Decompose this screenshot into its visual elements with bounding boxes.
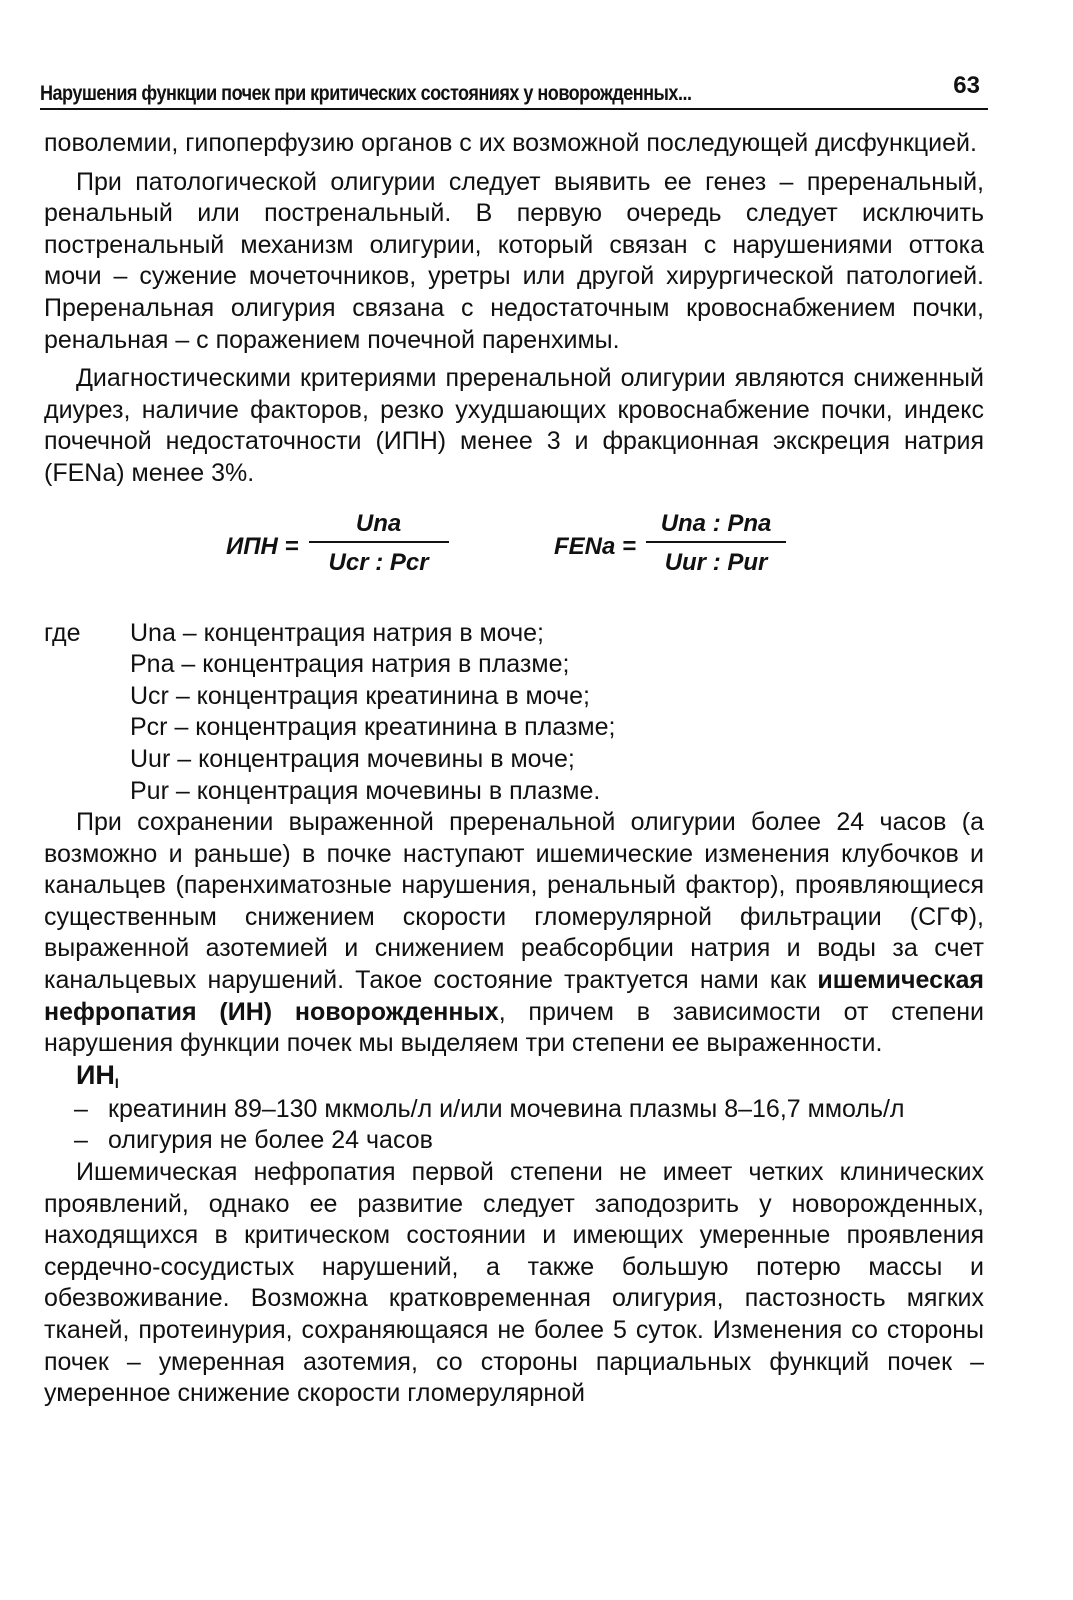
bold-term: ишемическая нефропатия (ИН) новорожденных [44,966,984,1026]
criteria-item [44,1094,984,1126]
criteria-text: креатинин 89–130 мкмоль/л и/или мочевина плазмы 8–16,7 ммоль/л [108,1094,905,1123]
definition-item: Ucr – концентрация креатинина в моче; [130,681,590,710]
fraction-fena-denominator: Uur : Pur [664,549,768,577]
formula-block [44,490,984,618]
formula-fena-label: FENa = [554,533,637,561]
fraction-fena [646,508,786,579]
page-body [44,128,984,1410]
severity-heading [44,1060,984,1094]
dash-bullet: – [74,1094,88,1123]
paragraph-continuation: поволемии, гипоперфузию органов с их возможной последующей дисфункцией. [44,129,977,157]
fraction-fena-numerator: Una : Pna [646,508,786,544]
dash-bullet: – [74,1126,88,1155]
definitions-lead: где [44,618,81,647]
definition-item: Una – концентрация натрия в моче; [130,618,544,647]
fraction-ipn-numerator: Una [309,508,449,544]
paragraph-first-degree: Ишемическая нефропатия первой степени не имеет четких клинических проявлений, однако ее развитие следует заподозрить у новорожденных, находящихся в критическом состоянии и имеющих умеренные проявления сердечно-сосудистых нарушений, а также большую потерю массы и обезвоживание. Возможна кратковременная олигурия, пастозность мягких тканей, протеинурия, сохраняющаяся не более 5 суток. Изменения со стороны почек – умеренная азотемия, со стороны парциальных функций почек – умеренное снижение скорости гломерулярной [44,1158,984,1408]
definition-item: Uur – концентрация мочевины в моче; [130,744,575,773]
definition-row [44,649,984,681]
definition-row [44,618,984,650]
definition-item: Pur – концентрация мочевины в плазме. [130,776,601,805]
paragraph-ischemic-nephropathy [44,807,984,1060]
definition-row [44,681,984,713]
chapter-title: Нарушения функции почек при критических состояниях у новорожденных... [40,82,692,105]
criteria-text: олигурия не более 24 часов [108,1126,433,1155]
definition-item: Pcr – концентрация креатинина в плазме; [130,713,616,742]
formula-fena [554,508,786,579]
header-rule [40,108,988,110]
definition-row [44,776,984,808]
paragraph-diagnostic-criteria: Диагностическими критериями преренальной олигурии являются сниженный диурез, наличие факторов, резко ухудшающих кровоснабжение почки, индекс почечной недостаточности (ИПН) менее 3 и фракционная экскреция натрия (FENa) менее 3%. [44,364,984,487]
severity-heading-text: ИН [76,1059,115,1090]
definition-row [44,744,984,776]
definition-item: Pna – концентрация натрия в плазме; [130,650,570,679]
definition-row [44,712,984,744]
paragraph-text: , причем в зависимости от степени нарушения функции почек мы выделяем три степени ее выраженности. [44,997,984,1058]
fraction-ipn [309,508,449,579]
definitions-list [44,618,984,808]
formula-ipn [226,508,449,579]
criteria-item [44,1125,984,1157]
formula-ipn-label: ИПН = [226,533,299,561]
fraction-ipn-denominator: Ucr : Pcr [328,549,429,577]
page-number: 63 [953,72,980,99]
paragraph-text: При сохранении выраженной преренальной олигурии более 24 часов (а возможно и раньше) в почке наступают ишемические изменения клубочков и канальцев (паренхиматозные нарушения, ренальный фактор), проявляющиеся существенным снижением скорости гломерулярной фильтрации (СГФ), выраженной азотемией и снижением реабсорбции натрия и воды за счет канальцевых нарушений. Такое состояние трактуется нами как [44,808,984,995]
paragraph-oliguria-genesis: При патологической олигурии следует выявить ее генез – преренальный, ренальный или постренальный. В первую очередь следует исключить постренальный механизм олигурии, который связан с нарушениями оттока мочи – сужение мочеточников, уретры или другой хирургической патологией. Преренальная олигурия связана с недостаточным кровоснабжением почки, ренальная – с поражением почечной паренхимы. [44,167,984,354]
severity-heading-subscript: I [114,1074,119,1091]
running-header [40,64,988,112]
